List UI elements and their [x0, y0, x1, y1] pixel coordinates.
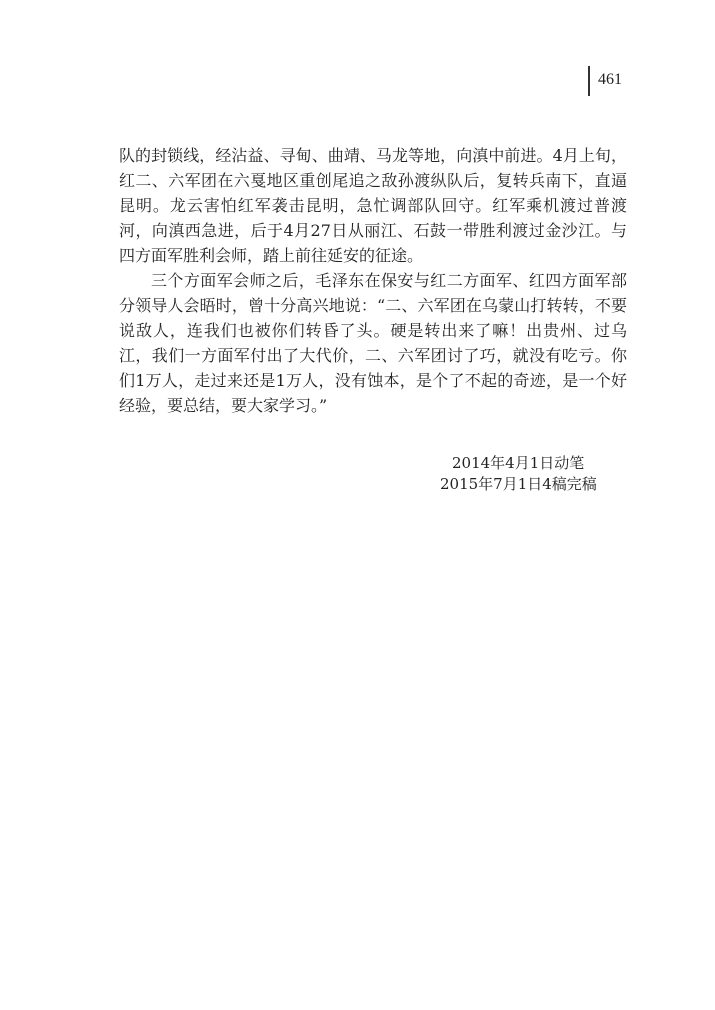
date-signature	[440, 453, 630, 495]
finish-date-line: 2015年7月1日4稿完稿	[440, 475, 597, 493]
paragraph-continued: 队的封锁线，经沾益、寻甸、曲靖、马龙等地，向滇中前进。4月上旬，红二、六军团在六戛地区重创尾追之敌孙渡纵队后，复转兵南下，直逼昆明。龙云害怕红军袭击昆明，急忙调部队回守。红军乘机渡过普渡河，向滇西急进，后于4月27日从丽江、石鼓一带胜利渡过金沙江。与四方面军胜利会师，踏上前往延安的征途。	[119, 146, 627, 265]
header-divider	[588, 66, 590, 96]
start-date-line: 2014年4月1日动笔	[452, 454, 585, 472]
paragraph-quote: 三个方面军会师之后，毛泽东在保安与红二方面军、红四方面军部分领导人会晤时，曾十分高兴地说：“二、六军团在乌蒙山打转转，不要说敌人，连我们也被你们转昏了头。硬是转出来了嘛！出贵州、过乌江，我们一方面军付出了大代价，二、六军团讨了巧，就没有吃亏。你们1万人，走过来还是1万人，没有蚀本，是个了不起的奇迹，是一个好经验，要总结，要大家学习。”	[119, 271, 627, 415]
page-number: 461	[598, 71, 622, 88]
body-text	[119, 143, 627, 418]
